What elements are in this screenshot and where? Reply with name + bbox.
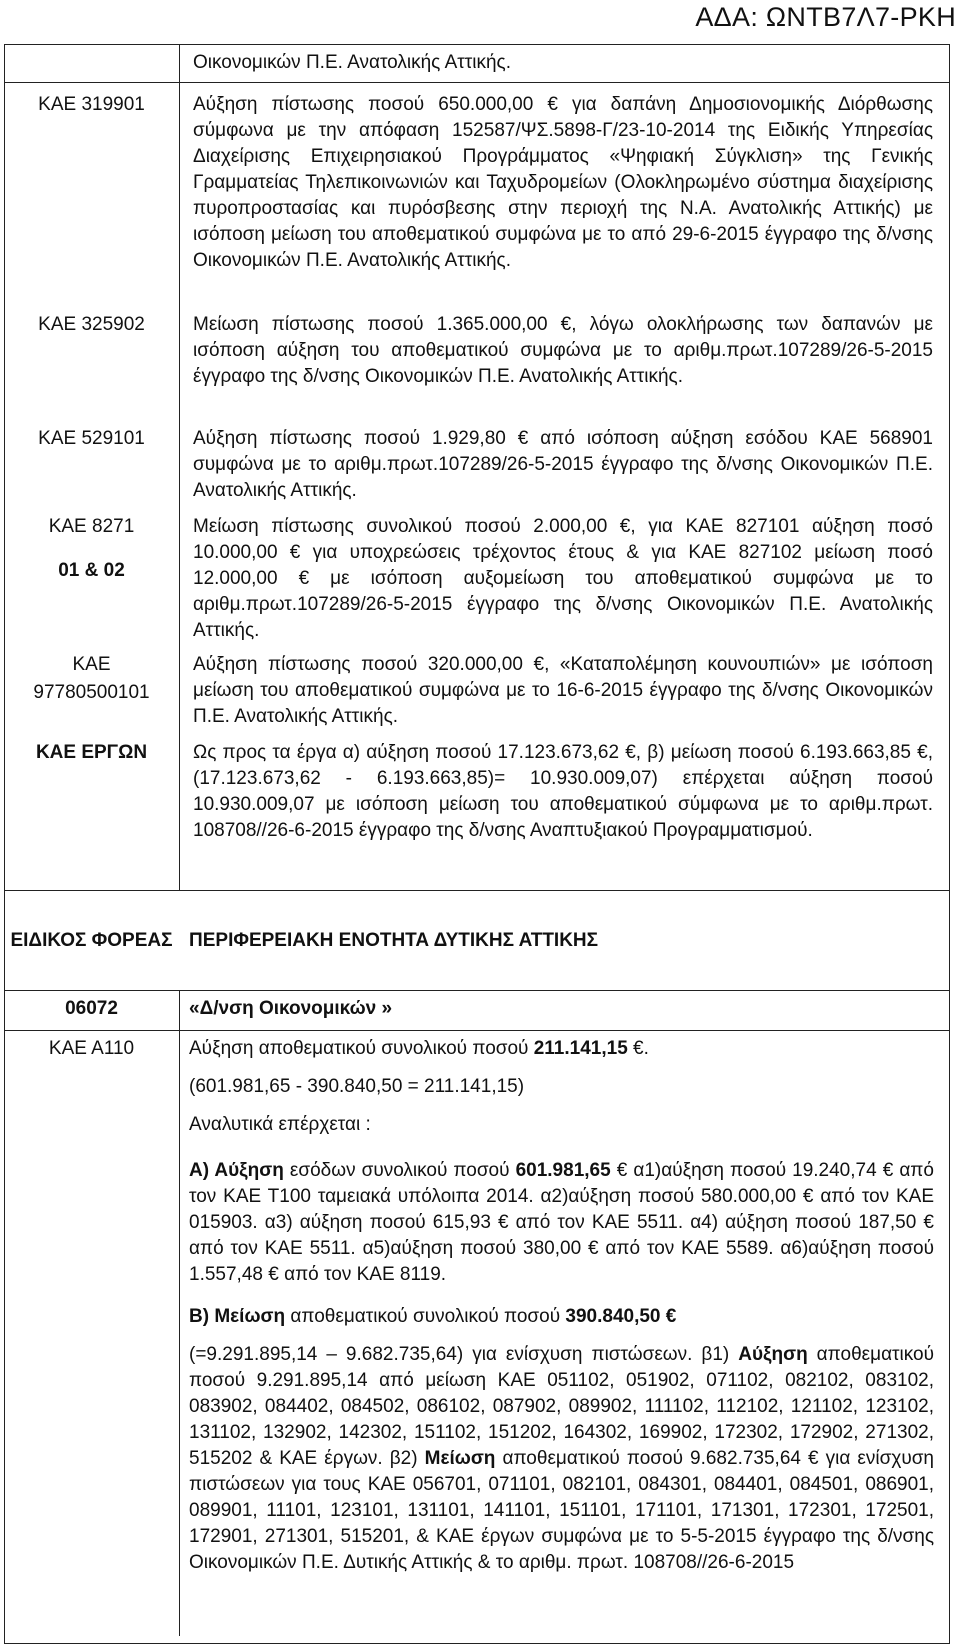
row-description: Αύξηση πίστωσης ποσού 1.929,80 € από ισόποση αύξηση εσόδου ΚΑΕ 568901 συμφώνα με το αριθμ.πρωτ.107289/26-5-2015 έγγραφο της δ/νσης Οικονομικών Π.Ε. Ανατολικής Αττικής. bbox=[193, 428, 933, 501]
row-code-number: 97780500101 bbox=[33, 682, 150, 703]
row-description: Μείωση πίστωσης συνολικού ποσού 2.000,00 €, για ΚΑΕ 827101 αύξηση ποσό 10.000,00 € για υποχρεώσεις τρέχοντος έτους & για ΚΑΕ 827102 μείωση ποσό 12.000,00 € με ισόποση αυξομείωση του αποθεματικού συμφώνα με το αριθμ.πρωτ.107289/26-5-2015 έγγραφο της δ/νσης Οικονομικών Π.Ε. Ανατολικής Αττικής. bbox=[193, 516, 933, 641]
b2-label: Μείωση bbox=[424, 1448, 496, 1469]
row-code: ΚΑΕ 8271 bbox=[48, 516, 135, 537]
a110-section-a bbox=[189, 1158, 934, 1288]
a110-line1-text: Αύξηση αποθεματικού συνολικού ποσού bbox=[189, 1038, 534, 1059]
row-code: ΚΑΕ 319901 bbox=[38, 94, 145, 115]
department-name: «Δ/νση Οικονομικών » bbox=[189, 998, 393, 1019]
row-code: ΚΑΕ 325902 bbox=[38, 314, 145, 335]
row-code: ΚΑΕ Α110 bbox=[48, 1038, 135, 1059]
row-code: ΚΑΕ ΕΡΓΩΝ bbox=[35, 742, 148, 763]
section-b-amount: 390.840,50 € bbox=[565, 1306, 677, 1327]
row-description: Μείωση πίστωσης ποσού 1.365.000,00 €, λόγω ολοκλήρωσης των δαπανών με ισόποση αύξηση του αποθεματικού συμφώνα με το αριθμ.πρωτ.107289/26-5-2015 έγγραφο της δ/νσης Οικονομικών Π.Ε. Ανατολικής Αττικής. bbox=[193, 314, 933, 387]
a110-calculation: (601.981,65 - 390.840,50 = 211.141,15) bbox=[189, 1076, 525, 1097]
section-a-amount: 601.981,65 bbox=[515, 1160, 611, 1181]
section-a-label: Α) Αύξηση bbox=[189, 1160, 284, 1181]
row-code: ΚΑΕ 529101 bbox=[38, 428, 145, 449]
b1-text: αποθεματικού ποσού 9.291.895,14 από μείωση ΚΑΕ 051102, 051902, 071102, 082102, 083102, 083902, 084402, 084502, 086102, 087902, 089902, 111102, 112102, 121102, 123102, 131102, 132902, 142302, 151102, 151202, 164302, 169902, 172302, 172902, 271302, 515202 & ΚΑΕ έργων. β2) bbox=[189, 1344, 934, 1469]
row-description: Αύξηση πίστωσης ποσού 650.000,00 € για δαπάνη Δημοσιονομικής Διόρθωσης σύμφωνα με την απόφαση 152587/ΨΣ.5898-Γ/23-10-2014 της Ειδικής Υπηρεσίας Διαχείρισης Επιχειρησιακού Προγράμματος «Ψηφιακή Σύγκλιση» της Γενικής Γραμματείας Τηλεπικοινωνιών και Ταχυδρομείων (Ολοκληρωμένο σύστημα διαχείρισης πυροπροστασίας και πυρόσβεσης στην περιοχή της Ν.Α. Ανατολικής Αττικής) με ισόποση μείωση του αποθεματικού συμφώνα με το από 29-6-2015 έγγραφο της δ/νσης Οικονομικών Π.Ε. Ανατολικής Αττικής. bbox=[193, 94, 933, 271]
a110-section-b-details bbox=[189, 1342, 934, 1576]
row-code-suffix: 01 & 02 bbox=[58, 560, 125, 581]
section-b-label: Β) Μείωση bbox=[189, 1306, 286, 1327]
a110-section-b-heading bbox=[189, 1304, 934, 1330]
special-agency-label: ΕΙΔΙΚΟΣ ΦΟΡΕΑΣ bbox=[10, 930, 173, 951]
b1-label: Αύξηση bbox=[738, 1344, 808, 1365]
row-description: Αύξηση πίστωσης ποσού 320.000,00 €, «Καταπολέμηση κουνουπιών» με ισόποση μείωση του αποθεματικού συμφώνα με το 16-6-2015 έγγραφο της δ/νσης Οικονομικών Π.Ε. Ανατολικής Αττικής. bbox=[193, 654, 933, 727]
row-divider bbox=[4, 1030, 950, 1031]
b1-text-pre: (=9.291.895,14 – 9.682.735,64) για ενίσχυση πιστώσεων. β1) bbox=[189, 1344, 739, 1365]
regional-unit-title: ΠΕΡΙΦΕΡΕΙΑΚΗ ΕΝΟΤΗΤΑ ΔΥΤΙΚΗΣ ΑΤΤΙΚΗΣ bbox=[189, 930, 599, 951]
b2-text: αποθεματικού ποσού 9.682.735,64 € για ενίσχυση πιστώσεων για τους ΚΑΕ 056701, 071101, 082101, 084301, 084401, 084501, 086901, 089901, 11101, 123101, 131101, 141101, 151101, 171101, 171301, 172301, 172501, 172901, 271301, 515201, & ΚΑΕ έργων συμφώνα με το 5-5-2015 έγγραφο της δ/νσης Οικονομικών Π.Ε. Δυτικής Αττικής & το αριθμ. πρωτ. 108708//26-6-2015 bbox=[189, 1448, 934, 1573]
section-b-text: αποθεματικού συνολικού ποσού bbox=[285, 1306, 566, 1327]
a110-description bbox=[189, 1036, 934, 1576]
section-a-details: € α1)αύξηση ποσού 19.240,74 € από τον ΚΑΕ Τ100 ταμειακά υπόλοιπα 2014. α2)αύξηση ποσού 580.000,00 € από τον ΚΑΕ 015903. α3) αύξηση ποσού 615,93 € από τον ΚΑΕ 5511. α4) αύξηση ποσού 187,50 € από τον ΚΑΕ 5511. α5)αύξηση ποσού 380,00 € από τον ΚΑΕ 5589. α6)αύξηση ποσού 1.557,48 € από τον ΚΑΕ 8119. bbox=[189, 1160, 934, 1285]
row-description: Ως προς τα έργα α) αύξηση ποσού 17.123.673,62 €, β) μείωση ποσού 6.193.663,85 €, (17.123.673,62 - 6.193.663,85)= 10.930.009,07) επέρχεται αύξηση ποσού 10.930.009,07 με ισόποση μείωση του αποθεματικού σύμφωνα με το αριθμ.πρωτ. 108708//26-6-2015 έγγραφο της δ/νσης Αναπτυξιακού Προγραμματισμού. bbox=[193, 742, 933, 841]
a110-line1-end: €. bbox=[627, 1038, 649, 1059]
row-code: ΚΑΕ bbox=[72, 654, 111, 675]
row-description: Οικονομικών Π.Ε. Ανατολικής Αττικής. bbox=[193, 52, 511, 73]
column-divider bbox=[179, 990, 180, 1636]
row-divider bbox=[4, 82, 950, 83]
row-divider bbox=[4, 990, 950, 991]
section-divider bbox=[4, 890, 950, 891]
section-a-text: εσόδων συνολικού ποσού bbox=[283, 1160, 516, 1181]
column-divider bbox=[179, 44, 180, 890]
a110-analysis-label: Αναλυτικά επέρχεται : bbox=[189, 1114, 371, 1135]
a110-total-amount: 211.141,15 bbox=[533, 1038, 628, 1059]
ada-code: ΑΔΑ: ΩΝΤΒ7Λ7-ΡΚΗ bbox=[695, 2, 956, 32]
agency-code: 06072 bbox=[65, 998, 118, 1019]
